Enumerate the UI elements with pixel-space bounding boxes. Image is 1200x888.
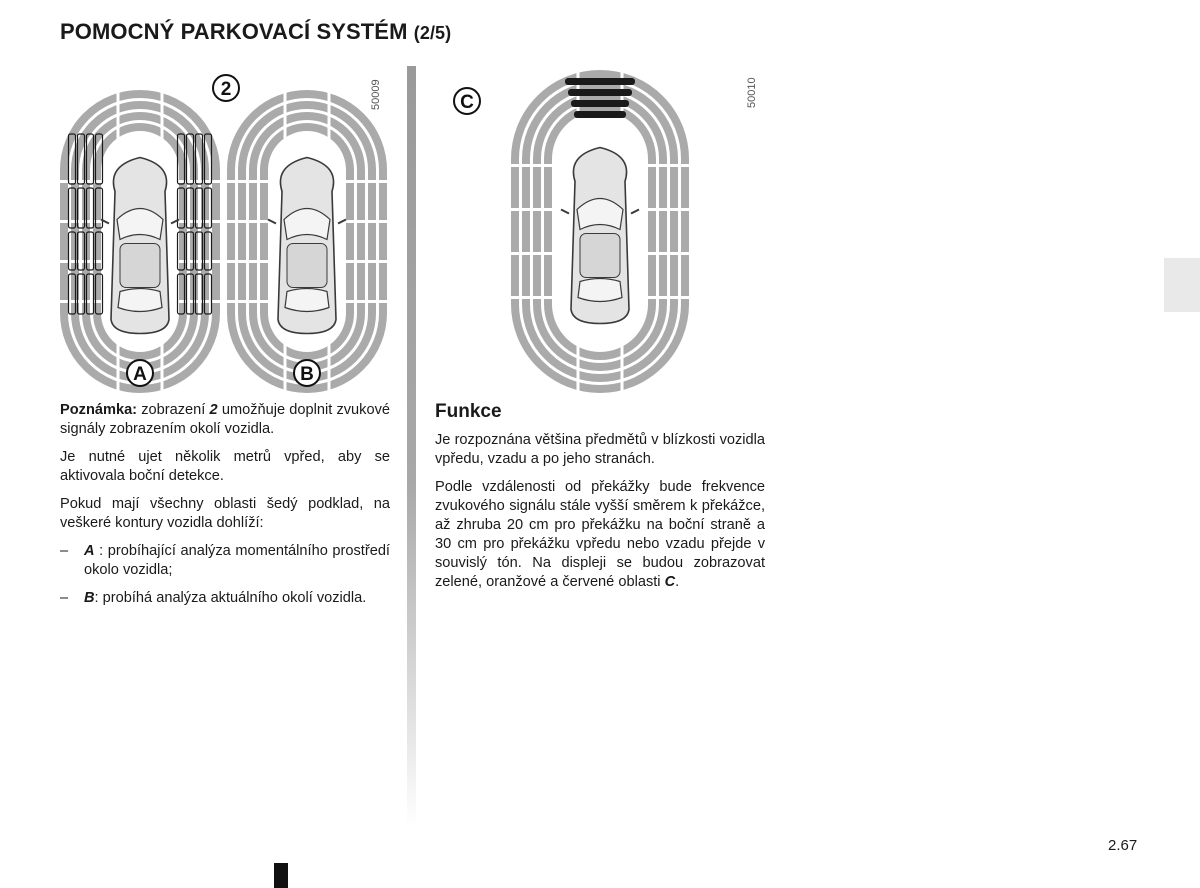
note-label: Poznámka: [60,402,138,418]
figure-ref-code-left: 50009 [370,79,382,110]
bullet-label-a: A [84,543,95,559]
figure-ref-code-right: 50010 [746,77,758,108]
svg-text:B: B [300,364,314,385]
diagram-c [509,68,691,395]
list-item-a [60,542,390,580]
section-heading: Funkce [435,401,502,422]
bullet-text-a: probíhající analýza momentálního prostředí okolo vozidla; [84,543,390,578]
left-text-column [60,401,390,617]
bullet-sep: : [94,543,108,559]
section-tab [1164,258,1200,312]
bullet-dash: – [60,590,69,606]
paragraph-distance [435,478,765,592]
bullet-sep: : [94,590,103,606]
paragraph-detection: Je rozpoznána většina předmětů v blízkosti vozidla vpředu, vzadu a po jeho stranách. [435,432,765,467]
note-text-2: umožňuje doplnit zvukové signály zobrazením okolí vozidla. [60,402,390,437]
callout-a [127,360,153,386]
paragraph-distance-text: Podle vzdálenosti od překážky bude frekvence zvukového signálu stále vyšší směrem k překážce, až zhruba 20 cm pro překážku na boční straně a 30 cm pro překážku vpředu nebo vzadu přejde v souvislý tón. Na displeji se budou zobrazovat zelené, oranžové a červené oblasti [435,479,765,590]
callout-2 [213,75,239,101]
paragraph-side-detection: Je nutné ujet několik metrů vpřed, aby se aktivovala boční detekce. [60,449,390,484]
bullet-dash: – [60,543,69,559]
callout-c [454,88,480,114]
callout-b [294,360,320,386]
bullet-text-b: probíhá analýza aktuálního okolí vozidla. [102,590,367,606]
diagram-a [58,88,222,395]
list-item-b [60,589,390,608]
note-ref: 2 [209,402,218,418]
svg-text:A: A [133,364,147,385]
parking-diagram-a-b [56,64,396,394]
paragraph-distance-ref: C [664,574,676,590]
paragraph-grey-zones: Pokud mají všechny oblasti šedý podklad, na veškeré kontury vozidla dohlíží: [60,496,390,531]
diagram-b [225,88,389,395]
note-paragraph [60,401,390,439]
car-top-view [268,158,346,334]
right-text-column [435,402,765,601]
bullet-label-b: B [84,590,95,606]
title-main: POMOCNÝ PARKOVACÍ SYSTÉM [60,19,408,44]
parking-diagram-c [440,64,760,394]
column-divider [407,66,416,826]
car-top-view [561,148,639,324]
print-mark [274,863,288,888]
page-number: 2.67 [1108,837,1138,854]
note-text-1: zobrazení [141,402,206,418]
car-top-view [101,158,179,334]
page-title [60,19,451,45]
title-suffix: (2/5) [413,23,452,43]
paragraph-distance-end: . [675,574,680,590]
svg-text:2: 2 [220,79,232,100]
svg-text:C: C [460,92,474,113]
